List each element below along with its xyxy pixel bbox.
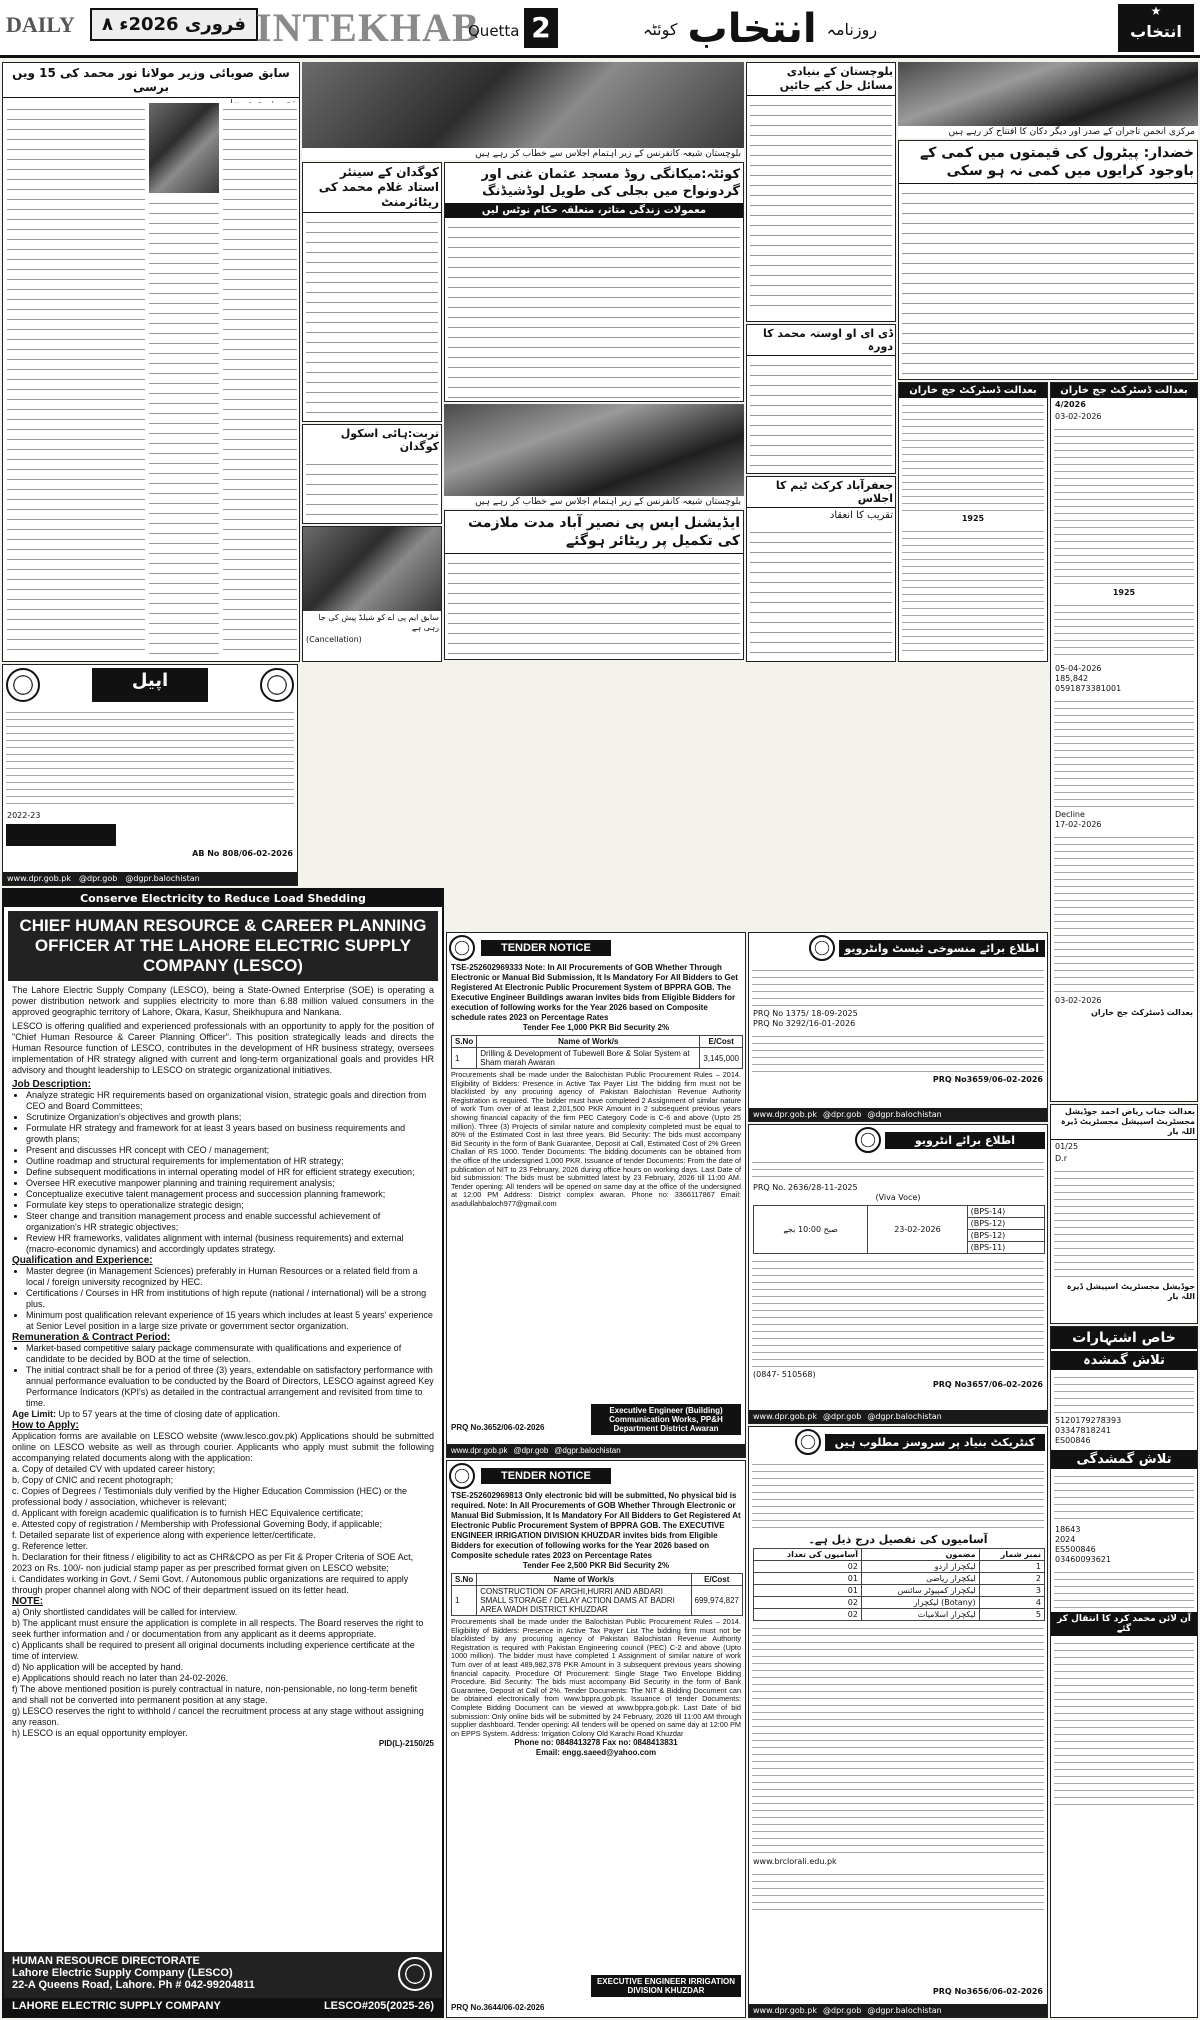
notice1-dpr-fb: @dpr.gob — [823, 1110, 862, 1119]
court-right-decline: Decline — [1055, 810, 1085, 819]
obituary-text-lower — [149, 197, 219, 657]
tender2-prq: PRQ No.3644/06-02-2026 — [451, 2003, 545, 2012]
notice3-col-subject: مضمون — [861, 1549, 979, 1561]
notice2-date: 23-02-2026 — [868, 1206, 967, 1254]
notice-lecturers — [748, 1426, 1048, 2018]
tender2-table — [451, 1573, 743, 1616]
award-photo — [303, 527, 441, 611]
tender-notice-khuzdar — [446, 1460, 746, 2018]
notice3-r5-no: 5 — [979, 1609, 1044, 1621]
lesco-bottom-bar — [4, 1998, 442, 2016]
doctor-headline: ڈی ای او اوستہ محمد کا دورہ — [747, 325, 895, 356]
tender1-fee: Tender Fee 1,000 PKR Bid Security 2% — [522, 1023, 670, 1032]
list-item: c. Copies of Degrees / Testimonials duly verified by the Higher Education Commission (HEC) or the professional body / association, whichever is relevant; — [12, 1486, 408, 1507]
list-item: b. Copy of CNIC and recent photograph; — [12, 1475, 174, 1485]
funds-article — [746, 476, 896, 662]
notice1-title: اطلاع برائے منسوخی ٹیسٹ وانٹرویو — [839, 940, 1045, 957]
bppra-seal-icon — [449, 935, 475, 961]
ads-retire-headline: ایڈیشنل ایس پی نصیر آباد مدت ملازمت کی تکمیل پر ریٹائر ہوگئے — [445, 511, 743, 554]
masthead-date: ۸ فروری 2026ء — [90, 8, 258, 41]
notice1-prq: PRQ No3659/06-02-2026 — [932, 1075, 1043, 1084]
list-item: • Review HR frameworks, validates alignment with internal (business requirements) and external (macro-economic dynamics) and accordingly updates strategy. — [26, 1233, 434, 1255]
notice2-post-2: (BPS-12) — [967, 1218, 1044, 1230]
obituary-article — [2, 62, 300, 662]
tender2-row-name: CONSTRUCTION OF ARGHI,HURRI AND ABDARI SMALL STORAGE / DELAY ACTION DAMS AT BADRI AREA WADH DISTRICT KHUZDAR — [477, 1586, 691, 1616]
court2-sign: جوڈیشل مجسٹریٹ اسپیشل ڈیرہ اللہ یار — [1066, 1282, 1195, 1301]
protest-photo — [444, 404, 744, 496]
tender1-row-name: Drilling & Development of Tubewell Bore & Solar System at Sham marah Awaran — [477, 1048, 700, 1069]
obituary-text — [7, 103, 145, 658]
lesco-notes-list — [12, 1607, 434, 1739]
table-row — [754, 1597, 1045, 1609]
special-ads-box — [1050, 1326, 1198, 2018]
lost-2-ref: ES500846 — [1055, 1545, 1096, 1554]
masthead-city-ur: کوئٹہ — [642, 19, 678, 39]
court-right-text-b — [1054, 601, 1194, 661]
tender2-body: TSE-252602969813 Only electronic bid will be submitted, No physical bid is required. Note: In All Procurements of GOB Whether Through Electronic or Manual Bid Submission, It Is Mandatory For All Bidders to Get Registered At Electronic Public Procurement System of BPPRA GOB. The EXECUTIVE ENGINEER IRRIGATION DIVISION KHUZDAR invites bids from Eligible Bidders for execution of following works for the Year 2026 based on Composite schedule rates 2023 on Percentage Rates — [451, 1491, 741, 1560]
court-notice-1-text — [902, 401, 1044, 511]
tender1-col-cost: E/Cost — [700, 1036, 743, 1048]
appeal-ab-no: AB No 808/06-02-2026 — [192, 849, 293, 858]
appeal-title: اپیل — [92, 668, 208, 702]
notice2-phone: (0847- 510568) — [753, 1370, 816, 1379]
appeal-text — [6, 708, 294, 808]
lesco-bottom-company: LAHORE ELECTRIC SUPPLY COMPANY — [12, 2000, 221, 2012]
notice3-dpr-fb: @dpr.gob — [823, 2006, 862, 2015]
protest-caption: بلوچستان شیعہ کانفرنس کے زیر اہتمام اجلاس سے خطاب کر رہے ہیں — [444, 496, 744, 508]
obituary-text-right — [223, 103, 297, 658]
masthead-prefix-ur: روزنامہ — [826, 19, 878, 39]
lesco-rem-list — [12, 1343, 434, 1409]
list-item: f) The above mentioned position is purely contractual in nature, non-pensionable, no long-term benefit and shall not be converted into permanent position at any stage. — [12, 1684, 418, 1705]
tender2-conditions: Procurements shall be made under the Balochistan Public Procurement Rules – 2014. Eligibility of Bidders: Presence in Active Tax Payer List The bidding firm must not be blacklisted by any procuring agency of Pakistan Balochistan Revenue Authority Registration is required with Pakistan Engineering council (PEC) C-2 and above (Upto 1000 million). The bidder must have completed 1 Assignment of similar nature of work Turn over of at least 489,982,378 PKR Amount in 3 subsequent previous years showing financial capacity. Procedure Of Procurement: Single Stage Two Envelope Bidding Procedure. Bid Security: The bids must accompany Bid Security in the form of Bank Guarantee, Deposit at Call of 2%. Tender Documents: The NIT & Bidding Document can be obtained electronically from www.bppra.gob.pk. Issuance of tender Documents: Complete Bidding Document can be viewed at www.bppra.gob.pk. Last Date of bid submission: Only online bids will be submitted by 24 February, 2026 till 11:00 AM through supplier dashboard. Tender opening: All tenders will be opened on same day at 12:00 PM on EPPS System. Address: Irrigation Colony Old Karachi Road Khuzdar — [451, 1617, 741, 1738]
tender1-col-name: Name of Work/s — [477, 1036, 700, 1048]
court-right-date4: 03-02-2026 — [1055, 996, 1102, 1005]
notice3-r1-no: 1 — [979, 1561, 1044, 1573]
lesco-company: Lahore Electric Supply Company (LESCO) — [12, 1967, 233, 1979]
list-item: • Certifications / Courses in HR from institutions of high repute (national / international) will be a strong plus. — [26, 1288, 434, 1310]
tender1-footer — [447, 1444, 745, 1457]
lost-1-text — [1054, 1373, 1194, 1413]
notice3-r1-subject: لیکچرار اردو — [861, 1561, 979, 1573]
tender1-prq: PRQ No.3652/06-02-2026 — [451, 1423, 545, 1432]
lesco-qual-list — [12, 1266, 434, 1332]
lost-2-phone: 03460093621 — [1055, 1555, 1111, 1564]
list-item: • Master degree (in Management Sciences) preferably in Human Resources or a related field from a local / foreign university recognized by HEC. — [26, 1266, 434, 1288]
notice3-col-no: نمبر شمار — [979, 1549, 1044, 1561]
appeal-dpr-tw: @dgpr.balochistan — [125, 874, 200, 883]
lesco-note-label: NOTE: — [12, 1596, 44, 1607]
bppra-seal-icon-2 — [449, 1463, 475, 1489]
notice3-r2-no: 2 — [979, 1573, 1044, 1585]
tender2-row-no: 1 — [452, 1586, 477, 1616]
lesco-apply-label: How to Apply: — [12, 1420, 79, 1431]
notice2-prq: PRQ No3657/06-02-2026 — [932, 1380, 1043, 1389]
appeal-year: 2022-23 — [7, 811, 41, 820]
table-row — [754, 1561, 1045, 1573]
problems-article — [746, 62, 896, 322]
tender1-body: TSE-252602969333 Note: In All Procurements of GOB Whether Through Electronic or Manual Bid Submission, It Is Mandatory For All Bidders to Get Registered At Electronic Public Procurement System of BPPRA GOB. The Executive Engineer Buildings awaran invites bids from Eligible Bidders for execution of following works for the Year 2026 based on Composite schedule rates 2023 on Percentage Rates — [451, 963, 738, 1022]
condolence-title: آن لائن محمد کرد کا انتقال کر گئے — [1051, 1612, 1197, 1636]
notice2-text-b — [752, 1257, 1044, 1367]
list-item: d) No application will be accepted by hand. — [12, 1662, 184, 1672]
notice3-text-b — [752, 1624, 1044, 1854]
appeal-box — [2, 664, 298, 886]
notice3-prq: PRQ No3656/06-02-2026 — [932, 1987, 1043, 1996]
lesco-apply-text: Application forms are available on LESCO website (www.lesco.gov.pk) Applications should be submitted online on LESCO website as well as through courier. Applicants who apply must submit the following accompanying related documents along with the application: — [12, 1431, 434, 1463]
lost-2-text — [1054, 1472, 1194, 1522]
court2-title: بعدالت جناب ریاض احمد جوڈیشل مجسٹریٹ اسپیشل مجسٹریٹ ڈیرہ اللہ یار — [1051, 1105, 1197, 1140]
tender1-dpr-fb: @dpr.gob — [513, 1446, 549, 1455]
list-item: • Present and discusses HR concept with CEO / management; — [26, 1145, 434, 1156]
price-article — [898, 140, 1198, 380]
list-item: • The initial contract shall be for a period of three (3) years, extendable on satisfactory performance with annual performance evaluation to be conducted by the Board of Directors, LESCO against agreed Key Performance Indicators (KPI's) as detailed in the contractual arrangement and revisited from time to time. — [26, 1365, 434, 1409]
list-item: • Define subsequent modifications in internal operating model of HR for efficient strategy execution; — [26, 1167, 434, 1178]
retirement-text — [306, 216, 438, 422]
tender2-title: TENDER NOTICE — [481, 1468, 611, 1484]
list-item: • Minimum post qualification relevant experience of 15 years which includes at least 5 years' experience at Senior Level position in a large size private or government sector organization. — [26, 1310, 434, 1332]
masthead-logo — [1118, 4, 1194, 52]
notice2-dpr-tw: @dgpr.balochistan — [867, 1412, 942, 1421]
notice2-title: اطلاع برائے انٹرویو — [885, 1132, 1045, 1149]
lesco-qual-label: Qualification and Experience: — [12, 1255, 153, 1266]
shop-opening-photo — [898, 62, 1198, 126]
notice3-dpr-web: www.dpr.gob.pk — [753, 2006, 817, 2015]
notice-interview — [748, 1124, 1048, 1424]
tender1-signer: Executive Engineer (Building) Communication Works, PP&H Department District Awaran — [591, 1404, 741, 1435]
doctor-article — [746, 324, 896, 474]
notice3-r3-subject: لیکچرار کمپیوٹر سائنس — [861, 1585, 979, 1597]
news-photo-strip — [302, 62, 744, 148]
list-item: g. Reference letter. — [12, 1541, 89, 1551]
tender2-phone: Phone no: 0848413278 Fax no: 0848413831 — [514, 1738, 678, 1748]
doctor-text — [750, 359, 892, 474]
notice2-dpr-fb: @dpr.gob — [823, 1412, 862, 1421]
school-article — [302, 424, 442, 524]
lost-1-ref: ES00846 — [1055, 1436, 1091, 1445]
lesco-logo-icon — [398, 1957, 432, 1991]
list-item: i. Candidates working in Govt. / Semi Govt. / Autonomous public organizations are required to apply through proper channel along with NOC of their department issued on its letter head. — [12, 1574, 409, 1595]
tender1-col-sno: S.No — [452, 1036, 477, 1048]
court-notice-1-suit: 1925 — [961, 514, 985, 523]
price-text — [902, 187, 1194, 377]
court-right-acct: 0591873381001 — [1055, 684, 1122, 693]
list-item: a) Only shortlisted candidates will be called for interview. — [12, 1607, 238, 1617]
tender1-row-no: 1 — [452, 1048, 477, 1069]
lesco-pid: PID(L)-2150/25 — [378, 1739, 434, 1748]
lesco-intro-2: LESCO is offering qualified and experienced professionals with an opportunity to apply for the position of "Chief Human Resource & Career Planning Officer". This position strategically leads and directs the Human Resource function of LESCO, contributes in the development of HR business strategy, oversees implementation of HR strategy aligned with current and long-term organizational goals and provides HR advisory and thought leadership to LESCO on strategic organizational initiatives. — [12, 1021, 434, 1075]
lost-1-phone: 03347818241 — [1055, 1426, 1111, 1435]
notice3-footer — [749, 2004, 1047, 2017]
lost-1-title: تلاش گمشدہ — [1051, 1351, 1197, 1370]
notice1-dpr-tw: @dgpr.balochistan — [867, 1110, 942, 1119]
ads-retire-article — [444, 510, 744, 660]
photo-strip-caption: بلوچستان شیعہ کانفرنس کے زیر اہتمام اجلاس سے خطاب کر رہے ہیں — [302, 148, 744, 160]
court2-dr: D.r — [1055, 1154, 1067, 1163]
school-headline: تربت:ہائی اسکول کوگدان — [340, 427, 439, 453]
lesco-bottom-ref: LESCO#205(2025-26) — [323, 2000, 434, 2012]
tender-notice-awaran — [446, 932, 746, 1458]
notice3-r5-count: 02 — [754, 1609, 862, 1621]
court-right-amount: 185,842 — [1055, 674, 1089, 683]
funds-text — [750, 526, 892, 662]
notice1-seal-icon — [809, 935, 835, 961]
lesco-hr-directorate: HUMAN RESOURCE DIRECTORATE — [12, 1955, 200, 1967]
list-item: • Outline roadmap and structural requirements for implementation of HR strategy; — [26, 1156, 434, 1167]
tender2-fee: Tender Fee 2,500 PKR Bid Security 2% — [522, 1561, 670, 1570]
list-item: h. Declaration for their fitness / eligibility to act as CHR&CPO as per Fit & Proper Criteria of SOE Act, 2023 on Rs. 100/- non judicial stamp paper as per prescribed format given on LESCO website; — [12, 1552, 414, 1573]
notice2-dpr-web: www.dpr.gob.pk — [753, 1412, 817, 1421]
masthead-name-ur: انتخاب — [687, 6, 817, 52]
notice3-seal-icon — [795, 1429, 821, 1455]
obituary-portrait — [149, 103, 219, 193]
list-item: h) LESCO is an equal opportunity employer. — [12, 1728, 188, 1738]
special-ads-title: خاص اشتہارات — [1051, 1327, 1197, 1349]
notice1-text — [752, 966, 1044, 1006]
loadshedding-text — [448, 221, 740, 401]
notice1-prq-b: PRQ No 3292/16-01-2026 — [753, 1019, 856, 1028]
tender2-col-cost: E/Cost — [691, 1574, 743, 1586]
lesco-rem-label: Remuneration & Contract Period: — [12, 1332, 171, 1343]
notice2-post-4: (BPS-11) — [967, 1242, 1044, 1254]
lesco-intro-1: The Lahore Electric Supply Company (LESCO), being a State-Owned Enterprise (SOE) is operating a power distribution network and supplies electricity to more than 6.88 million valued consumers in the approved geographic territory of Lahore, Okara, Kasur, Sheikhupura and Nankana. — [12, 985, 434, 1017]
list-item: • Scrutinize Organization's objectives and growth plans; — [26, 1112, 434, 1123]
notice2-seal-icon — [855, 1127, 881, 1153]
lesco-age-label: Age Limit: — [12, 1409, 56, 1419]
notice3-r1-count: 02 — [754, 1561, 862, 1573]
funds-headline: جعفرآباد کرکٹ ٹیم کا اجلاس — [747, 477, 895, 508]
problems-text — [750, 99, 892, 314]
list-item: c) Applicants shall be required to present all original documents including experience certificate at the time of interview. — [12, 1640, 415, 1661]
notice1-prq-a: PRQ No 1375/ 18-09-2025 — [753, 1009, 858, 1018]
star-icon: ★ — [1150, 4, 1162, 18]
notice1-text-b — [752, 1032, 1044, 1072]
masthead-daily: DAILY — [6, 12, 75, 37]
court-notice-1 — [898, 382, 1048, 662]
list-item: g) LESCO reserves the right to withhold / cancel the recruitment process at any stage without assigning any reason. — [12, 1706, 424, 1727]
notice3-r4-no: 4 — [979, 1597, 1044, 1609]
ads-retire-text — [448, 557, 740, 657]
notice-cancel-test — [748, 932, 1048, 1122]
tender2-email: Email: engg.saeed@yahoo.com — [535, 1748, 657, 1758]
award-caption: سابق ایم پی اے کو شیلڈ پیش کی جا رہی ہے — [318, 613, 439, 632]
lesco-address: 22-A Queens Road, Lahore. Ph # 042-99204811 — [12, 1979, 255, 1991]
loadshedding-subhead: معمولات زندگی متاثر، متعلقہ حکام نوٹس لیں — [445, 203, 743, 218]
tender2-signer: EXECUTIVE ENGINEER IRRIGATION DIVISION KHUZDAR — [591, 1975, 741, 1997]
notice3-r4-subject: (Botany) لیکچرار — [861, 1597, 979, 1609]
sports-headline: تقریب کا انعقاد — [829, 510, 893, 521]
masthead-title-ur — [570, 2, 950, 56]
court2-case: 01/25 — [1055, 1142, 1079, 1151]
court-right-date1: 03-02-2026 — [1055, 412, 1102, 421]
notice3-dpr-tw: @dgpr.balochistan — [867, 2006, 942, 2015]
notice2-table — [753, 1205, 1045, 1254]
tender2-row-cost: 699,974,827 — [691, 1586, 743, 1616]
notice3-col-count: آسامیوں کی تعداد — [754, 1549, 862, 1561]
list-item: • Conceptualize executive talent management process and succession planning framework; — [26, 1189, 434, 1200]
list-item: • Formulate HR strategy and framework for at least 3 years based on business requirements and growth plans; — [26, 1123, 434, 1145]
list-item: • Market-based competitive salary package commensurate with qualifications and experience of candidate to be decided by BOD at the time of selection. — [26, 1343, 434, 1365]
list-item: e. Attested copy of registration / Membership with Professional Governing Body, if applicable; — [12, 1519, 383, 1529]
list-item: a. Copy of detailed CV with updated career history; — [12, 1464, 216, 1474]
lesco-top-bar: Conserve Electricity to Reduce Load Shedding — [4, 890, 442, 907]
cancellation-label: (Cancellation) — [306, 635, 362, 644]
notice3-text-c — [752, 1870, 1044, 1910]
lesco-job-desc-label: Job Description: — [12, 1079, 91, 1090]
table-row — [754, 1585, 1045, 1597]
court-right-date2: 05-04-2026 — [1055, 664, 1102, 673]
notice3-r3-count: 01 — [754, 1585, 862, 1597]
notice3-website: www.brclorali.edu.pk — [753, 1857, 837, 1866]
court-right-case: 4/2026 — [1055, 400, 1086, 409]
table-row — [754, 1573, 1045, 1585]
notice3-r5-subject: لیکچرار اسلامیات — [861, 1609, 979, 1621]
notice3-table-head: آسامیوں کی تفصیل درج ذیل ہے۔ — [808, 1533, 988, 1546]
loadshedding-article — [444, 162, 744, 402]
lost-2-cnic: 18643 — [1055, 1525, 1081, 1534]
lesco-advertisement — [2, 888, 444, 2018]
table-row — [754, 1609, 1045, 1621]
masthead-title-en: INTEKHAB — [256, 5, 480, 50]
list-item: • Formulate key steps to operationalize strategic design; — [26, 1200, 434, 1211]
court-right-text-c — [1054, 697, 1194, 807]
logo-text: انتخاب — [1130, 22, 1182, 41]
lost-2-text-b — [1054, 1568, 1194, 1608]
masthead — [0, 0, 1200, 58]
notice1-footer — [749, 1108, 1047, 1121]
lost-2-date: 2024 — [1055, 1535, 1076, 1544]
notice3-r4-count: 02 — [754, 1597, 862, 1609]
court-notice-1-title: بعدالت ڈسٹرکٹ جج خاران — [899, 383, 1047, 398]
appeal-dpr-web: www.dpr.gob.pk — [7, 874, 71, 883]
notice3-table — [753, 1548, 1045, 1621]
list-item: e) Applications should reach no later than 24-02-2026. — [12, 1673, 229, 1683]
retirement-article — [302, 162, 442, 422]
problems-headline: بلوچستان کے بنیادی مسائل حل کیے جائیں — [747, 63, 895, 96]
school-text — [306, 458, 438, 524]
list-item: • Oversee HR executive manpower planning and training requirement analysis; — [26, 1178, 434, 1189]
lesco-job-desc-list — [12, 1090, 434, 1255]
tender2-col-sno: S.No — [452, 1574, 477, 1586]
notice2-post-3: (BPS-12) — [967, 1230, 1044, 1242]
list-item: b) The applicant must ensure the application is complete in all respects. The Board reserves the right to seek further information and / or documentation from any applicant as it deems appropriate. — [12, 1618, 424, 1639]
lost-1-cnic: 5120179278393 — [1055, 1416, 1122, 1425]
appeal-footer — [3, 872, 297, 885]
tender2-col-name: Name of Work/s — [477, 1574, 691, 1586]
lesco-apply-list — [12, 1464, 434, 1596]
court-right-sign: بعدالت ڈسٹرکٹ جج خاران — [1091, 1008, 1193, 1017]
lost-2-title: تلاش گمشدگی — [1051, 1450, 1197, 1469]
lesco-footer — [4, 1952, 442, 1998]
list-item: d. Applicant with foreign academic qualification is to furnish HEC Equivalence certificate; — [12, 1508, 364, 1518]
condolence-text — [1054, 1639, 1194, 1809]
court-notice-right — [1050, 382, 1198, 1102]
court-notice-dera — [1050, 1104, 1198, 1324]
court-right-date3: 17-02-2026 — [1055, 820, 1102, 829]
retirement-headline: کوگدان کے سینئر استاد غلام محمد کی ریٹائرمنٹ — [303, 163, 441, 213]
court-right-text-a — [1054, 425, 1194, 585]
court2-text — [1054, 1167, 1194, 1277]
dept-seal-icon — [260, 668, 294, 702]
notice3-r2-count: 01 — [754, 1573, 862, 1585]
court-right-text-d — [1054, 833, 1194, 993]
page-number: 2 — [524, 8, 558, 48]
notice2-viva: (Viva Voce) — [875, 1193, 921, 1202]
notice3-r2-subject: لیکچرار ریاضی — [861, 1573, 979, 1585]
notice2-text — [752, 1158, 1044, 1180]
notice2-time: صبح 10:00 بجے — [754, 1206, 868, 1254]
notice2-prq-ref: PRQ No. 2636/28-11-2025 — [753, 1183, 858, 1192]
notice1-dpr-web: www.dpr.gob.pk — [753, 1110, 817, 1119]
tender1-dpr-tw: @dgpr.balochistan — [554, 1446, 621, 1455]
govt-seal-icon — [6, 668, 40, 702]
obituary-headline: سابق صوبائی وزیر مولانا نور محمد کی 15 ویں برسی — [3, 63, 299, 98]
list-item: f. Detailed separate list of experience along with experience letter/certificate. — [12, 1530, 316, 1540]
notice3-text — [752, 1460, 1044, 1530]
notice2-post-1: (BPS-14) — [967, 1206, 1044, 1218]
notice3-title: کنٹریکٹ بنیاد پر سروسز مطلوب ہیں — [825, 1434, 1045, 1451]
appeal-footer-badge — [6, 824, 116, 846]
masthead-city-en: Quetta — [468, 22, 520, 40]
tender1-dpr-web: www.dpr.gob.pk — [451, 1446, 508, 1455]
notice3-r3-no: 3 — [979, 1585, 1044, 1597]
price-headline: خضدار: پیٹرول کی قیمتوں میں کمی کے باوجود کرایوں میں کمی نہ ہو سکی — [899, 141, 1197, 184]
notice2-footer — [749, 1410, 1047, 1423]
tender1-title: TENDER NOTICE — [481, 940, 611, 956]
tender1-conditions: Procurements shall be made under the Balochistan Public Procurement Rules – 2014. Eligibility of Bidders: Presence in Active Tax Payer List The bidding firm must not be blacklisted by any procuring agency of Pakistan Balochistan Revenue Authority Registration is required. The bidder must have completed 2 Assignment of similar nature of work Turn over of at least 2,201,500 PKR Amount in 2 subsequent previous years showing financial capacity of the firm PEC Category Code is C-6 and above (Upto 25 million). Three (3) Projects of similar nature and complexity completed must be equal to 80% of the Estimated Cost in last three years. Bid Security: The bids must accompany Bid Security in the form of Bank Guarantee, Deposit at Call, Estimated Cost of 2% Green Challan of RS 1000. Tender Documents: The bidding documents can be obtained from the office of the undersigned 1,000 PKR. Issuance of tender Documents: From the date of publication of NIT to 23 February, 2026 during office hours on working days. Last Date of bid submission: The bids must be submitted latest by 23 February, 2026 till 11:00 AM. Tender opening: All tenders will be opened on same day at the office of the undersigned at 12:00 PM Address: District complex awaran. Phone no: 3366117867 Email: asadullahbaloch977@gmail.com — [451, 1070, 741, 1208]
court-notice-1-text-b — [902, 527, 1044, 657]
shop-opening-caption: مرکزی انجمن تاجران کے صدر اور دیگر دکان کا افتتاح کر رہے ہیں — [898, 126, 1198, 138]
list-item: • Analyze strategic HR requirements based on organizational vision, strategic goals and direction from CEO and Board Committees; — [26, 1090, 434, 1112]
lesco-age-text: Up to 57 years at the time of closing date of application. — [58, 1409, 281, 1419]
tender1-table — [451, 1035, 743, 1069]
court-right-suit: 1925 — [1112, 588, 1136, 597]
tender1-row-cost: 3,145,000 — [700, 1048, 743, 1069]
list-item: • Steer change and transition management process and enable successful achievement of organization's HR strategic objectives; — [26, 1211, 434, 1233]
appeal-dpr-fb: @dpr.gob — [79, 874, 118, 883]
loadshedding-headline: کوئٹہ:میکانگی روڈ مسجد عثمان غنی اور گردونواح میں بجلی کی طویل لوڈشیڈنگ — [481, 167, 740, 199]
lesco-title: CHIEF HUMAN RESOURCE & CAREER PLANNING OFFICER AT THE LAHORE ELECTRIC SUPPLY COMPANY (LESCO) — [8, 911, 438, 981]
court-right-title: بعدالت ڈسٹرکٹ جج خاران — [1051, 383, 1197, 398]
caption-photo-box — [302, 526, 442, 662]
